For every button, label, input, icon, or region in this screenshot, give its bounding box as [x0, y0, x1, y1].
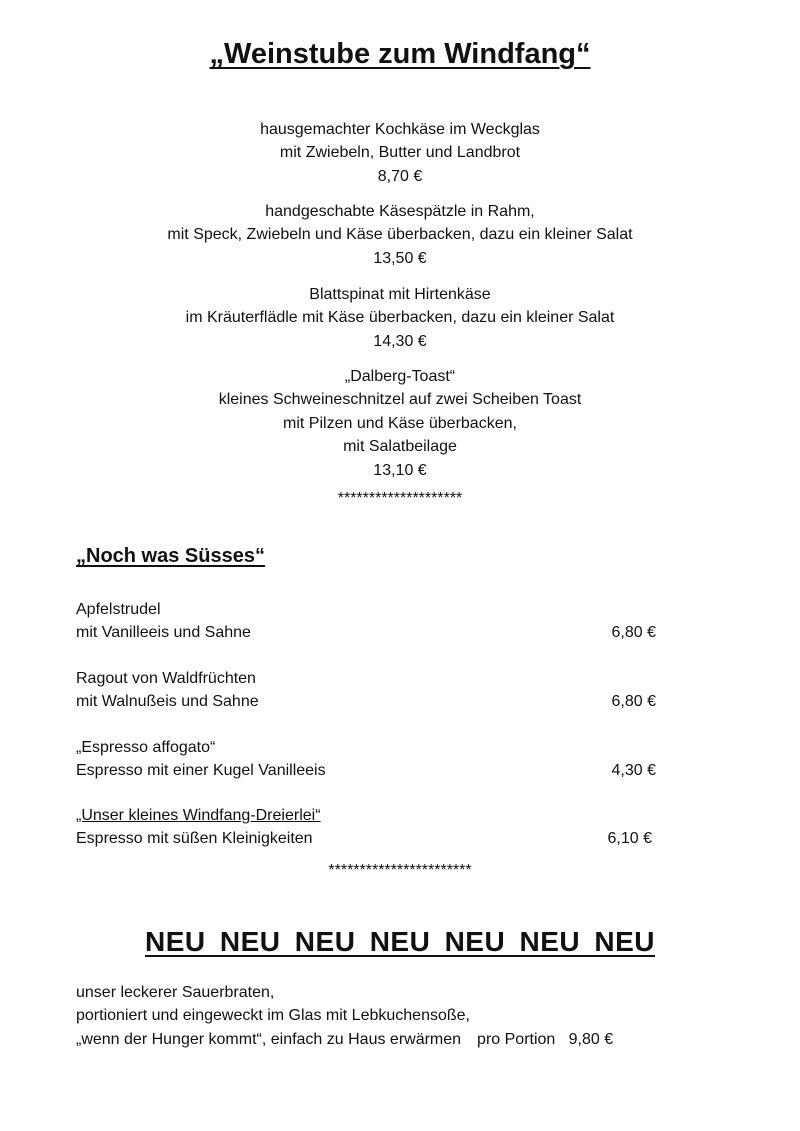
dessert-price: 6,10 €	[607, 830, 652, 848]
special-offer	[76, 981, 676, 1051]
dessert-price: 6,80 €	[611, 624, 656, 642]
dessert-name: „Espresso affogato“	[76, 739, 216, 756]
dish-price: 8,70 €	[377, 167, 423, 185]
special-price: pro Portion 9,80 €	[477, 1030, 614, 1048]
dish-dalberg-toast	[0, 365, 800, 482]
separator-stars: ***********************	[328, 862, 472, 879]
dessert-name: „Unser kleines Windfang-Dreierlei“	[76, 807, 321, 824]
dessert-item	[76, 736, 656, 783]
dessert-price: 6,80 €	[611, 693, 656, 711]
dish-line: hausgemachter Kochkäse im Weckglas	[260, 121, 540, 138]
dish-line: mit Pilzen und Käse überbacken,	[283, 414, 517, 432]
dessert-item	[76, 804, 652, 851]
dish-price: 13,50 €	[373, 249, 427, 267]
dessert-item	[76, 598, 656, 645]
dish-line: Blattspinat mit Hirtenkäse	[309, 286, 491, 303]
dessert-description: mit Walnußeis und Sahne	[76, 693, 259, 711]
dish-line: handgeschabte Käsespätzle in Rahm,	[265, 203, 535, 220]
dish-line: mit Zwiebeln, Butter und Landbrot	[279, 144, 521, 162]
dessert-description: Espresso mit süßen Kleinigkeiten	[76, 830, 313, 848]
separator-stars: ********************	[337, 490, 463, 507]
dessert-name: Ragout von Waldfrüchten	[76, 670, 256, 687]
new-section-title: NEU NEU NEU NEU NEU NEU NEU	[145, 926, 655, 957]
dish-blattspinat	[0, 283, 800, 353]
dish-kaesespaetzle	[0, 200, 800, 270]
dish-line: kleines Schweineschnitzel auf zwei Scheiben Toast	[218, 391, 582, 409]
dessert-description: Espresso mit einer Kugel Vanilleeis	[76, 762, 326, 780]
dish-line: mit Salatbeilage	[343, 438, 457, 456]
dessert-price: 4,30 €	[611, 762, 656, 780]
dish-kochkaese	[0, 118, 800, 188]
menu-title: „Weinstube zum Windfang“	[209, 38, 591, 70]
special-line: portioniert und eingeweckt im Glas mit Lebkuchensoße,	[76, 1007, 470, 1025]
dessert-description: mit Vanilleeis und Sahne	[76, 624, 251, 642]
dish-line: im Kräuterflädle mit Käse überbacken, dazu ein kleiner Salat	[185, 309, 615, 327]
dish-price: 14,30 €	[373, 332, 427, 350]
dish-price: 13,10 €	[373, 461, 427, 479]
dessert-section-title: „Noch was Süsses“	[76, 545, 265, 567]
special-line: „wenn der Hunger kommt“, einfach zu Haus erwärmen	[76, 1030, 462, 1048]
dish-line: „Dalberg-Toast“	[344, 368, 456, 385]
special-line: unser leckerer Sauerbraten,	[76, 984, 275, 1001]
dessert-item	[76, 667, 656, 714]
dessert-name: Apfelstrudel	[76, 601, 161, 618]
dish-line: mit Speck, Zwiebeln und Käse überbacken, dazu ein kleiner Salat	[167, 226, 633, 244]
